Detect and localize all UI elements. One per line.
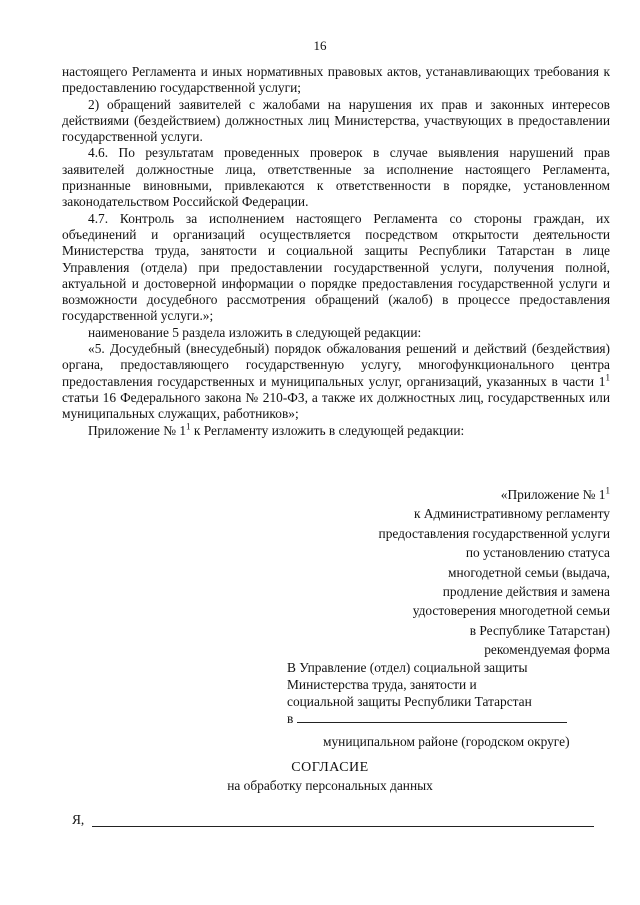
paragraph: настоящего Регламента и иных нормативных правовых актов, устанавливающих требования к предоставлению государственной услуги; [62, 64, 610, 96]
addressee-prefix: в [287, 711, 294, 726]
appendix-line: предоставления государственной услуги [378, 525, 610, 541]
superscript: 1 [605, 485, 610, 496]
body-text [62, 64, 610, 439]
superscript: 1 [605, 372, 610, 383]
appendix-header [280, 485, 610, 660]
appendix-intro [62, 423, 610, 439]
section5-text: «5. Досудебный (внесудебный) порядок обжалования решений и действий (бездействия) органа, предоставляющего государственную услугу, многофункционального центра предоставления государственных и муниципальных услуг, организаций, указанных в части 1 [62, 341, 610, 389]
addressee-line: Министерства труда, занятости и [287, 677, 477, 692]
section5-heading [62, 341, 610, 422]
appendix-intro-text: к Регламенту изложить в следующей редакции: [190, 422, 465, 438]
consent-subtitle: на обработку персональных данных [227, 778, 433, 793]
appendix-line: удостоверения многодетной семьи [412, 603, 610, 619]
appendix-title [280, 485, 610, 504]
appendix-line: рекомендуемая форма [484, 642, 610, 658]
addressee-block [287, 659, 610, 750]
appendix-line: к Административному регламенту [413, 506, 610, 522]
paragraph: наименование 5 раздела изложить в следующей редакции: [88, 324, 422, 340]
appendix-intro-text: Приложение № 1 [88, 422, 187, 438]
addressee-line: В Управление (отдел) социальной защиты [287, 660, 528, 675]
applicant-label: Я, [72, 812, 85, 827]
appendix-title-text: «Приложение № 1 [500, 487, 606, 502]
appendix-line: в Республике Татарстан) [469, 622, 610, 638]
paragraph: 4.7. Контроль за исполнением настоящего Регламента со стороны граждан, их объединений и организаций осуществляется посредством открытости деятельности Министерства труда, занятости и социальной защиты Республики Татарстан в лице Управления (отдела) при предоставлении государственной услуги, получения полной, актуальной и достоверной информации о порядке предоставления государственной услуги и возможности досудебного рассмотрения обращений (жалоб) в процессе предоставления государственной услуги.»; [62, 210, 610, 324]
superscript: 1 [186, 421, 191, 432]
paragraph: 4.6. По результатам проведенных проверок в случае выявления нарушений прав заявителей должностные лица, ответственные за исполнение настоящего Регламента, признанные виновными, привлекаются к ответственности в порядке, установленном законодательством Российской Федерации. [62, 145, 610, 210]
appendix-line: продление действия и замена [442, 584, 610, 600]
consent-title: СОГЛАСИЕ [291, 760, 369, 775]
paragraph: 2) обращений заявителей с жалобами на нарушения их прав и законных интересов действиями (бездействием) должностных лиц Министерства, участвующих в предоставлении государственной услуги. [62, 96, 610, 145]
appendix-line: многодетной семьи (выдача, [448, 564, 610, 580]
addressee-sub: муниципальном районе (городском округе) [323, 734, 570, 749]
section5-text: статьи 16 Федерального закона № 210-ФЗ, а также их должностных лиц, государственных или муниципальных служащих, работников»; [62, 389, 610, 422]
applicant-name-blank-field[interactable] [92, 826, 594, 827]
addressee-district-row [287, 710, 610, 727]
district-blank-field[interactable] [297, 710, 567, 723]
page-number: 16 [313, 38, 327, 53]
addressee-line: социальной защиты Республики Татарстан [287, 694, 532, 709]
appendix-line: по установлению статуса [465, 545, 610, 561]
